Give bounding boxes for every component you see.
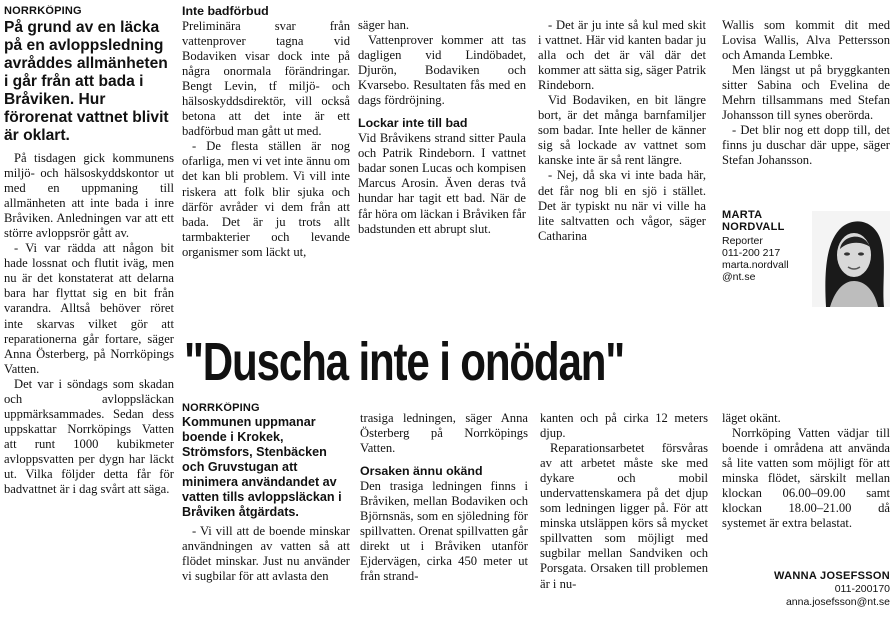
top-column-4 (538, 18, 706, 312)
main-headline: "Duscha inte i onödan" (184, 332, 625, 392)
top-column-5 (722, 18, 890, 206)
top-col2-subhead: Inte badförbud (182, 4, 269, 18)
bottom-column-3 (540, 411, 708, 622)
reporter-role: Reporter (722, 235, 763, 247)
signature-email: anna.josefsson@nt.se (785, 596, 890, 608)
bottom-column-4 (722, 411, 890, 566)
reporter-photo (812, 211, 890, 307)
bottom-kicker: NORRKÖPING (182, 402, 260, 414)
top-column-3 (358, 18, 526, 312)
top-col3-paragraph: säger han. (358, 18, 410, 32)
top-col4-paragraph: - Det är ju inte så kul med skit i vattnet. Här vid kanten badar ju alla och det är väl där det kommer att sätta sig, säger Patrik Rindeborn. (538, 18, 706, 93)
bottom-col3-paragraph: kanten och på cirka 12 meters djup. (540, 411, 708, 441)
top-lead: På grund av en läcka på en avloppsledning avråddes allmänheten i går från att bada i Bråviken. Hur förorenat vattnet blivit är oklart. (4, 19, 169, 144)
bottom-col1-paragraph: - Vi vill att de boende minskar användningen av vatten så att flödet minskar. Just nu använder vi sugbilar för att avlasta den (182, 524, 350, 584)
top-col1-paragraph: Det var i söndags som skadan och avloppsläckan uppmärksammades. Sedan dess uppskattar Norrköpings Vatten att runt 1000 kubikmeter avloppsvatten per dygn har läckt ut. Vilka följder detta får för badvattnet är i dag svårt att säga. (4, 376, 174, 497)
reporter-phone: 011-200 217 (722, 247, 781, 259)
top-column-2-body (182, 19, 350, 260)
top-col2-paragraph: - De flesta ställen är nog ofarliga, men vi vet inte ännu om det kan bli problem. Vi vill inte riskera att folk blir sjuka och därför avråder vi dem från att bada. Det är ju trots allt tarmbakterier och levande organismer som läckt ut, (182, 139, 350, 259)
top-column-2 (182, 4, 350, 312)
top-column-4-body (538, 18, 706, 244)
top-col2-paragraph: Preliminära svar från vattenprover tagna vid Bodaviken visar dock inte på några onormala förändringar. Bengt Levin, tf miljö- och hälsoskyddsdirektör, vill också betona att det inte är ett badförbud man gått ut med. (182, 19, 350, 139)
top-column-3-body (358, 18, 526, 108)
top-column-3-body-b (358, 131, 526, 236)
bottom-col2-paragraph: Den trasiga ledningen finns i Bråviken, mellan Bodaviken och Björnsnäs, som en sjöledning för spillvatten. Orenat spillvatten går direkt ut i Bråviken utanför Ejdervägen, cirka 450 meter ut från strand- (360, 479, 528, 584)
top-col5-paragraph: Men längst ut på bryggkanten sitter Sabina och Evelina de Mehrn tillsammans med Stefan Johansson till synes oberörda. (722, 63, 890, 123)
bottom-column-1-body (182, 524, 350, 584)
bottom-col3-paragraph: Reparationsarbetet försvåras av att arbetet måste ske med dykare och mobil undervattenskamera på det djup som ledningen ligger på. För att minska utsläppen körs så mycket spillvatten som möjligt med sugbilar mellan Sandviken och Porsgata. Orsaken till problemen är i nu- (540, 441, 708, 591)
reporter-email-domain: @nt.se (722, 271, 756, 283)
bottom-lead: Kommunen uppmanar boende i Krokek, Strömsfors, Stenbäcken och Gruvstugan att minimera användandet av vatten tills avloppsläckan i Bråviken åtgärdats. (182, 415, 342, 519)
top-column-1 (4, 5, 174, 621)
top-col1-paragraph: På tisdagen gick kommunens miljö- och hälsoskyddskontor ut med en uppmaning till allmänheten att inte bada i inre Bråviken. Anledningen var att ett större avloppsrör gått av. (4, 151, 174, 241)
top-col3-paragraph: Vattenprover kommer att tas dagligen vid Lindöbadet, Djurön, Bodaviken och Kvarsebo. Resultaten fås med en dags fördröjning. (358, 33, 526, 108)
bottom-signature (722, 570, 890, 609)
bottom-column-1 (182, 402, 350, 622)
top-col3-paragraph: Vid Bråvikens strand sitter Paula och Patrik Rindeborn. I vattnet badar sonen Lucas och kompisen Marcus Arosin. Även deras två hundar har tagit ett bad. När de får höra om läckan i Bråviken får badstunden ett abrupt slut. (358, 131, 526, 236)
bottom-column-3-body (540, 411, 708, 592)
bottom-col4-paragraph: läget okänt. (722, 411, 781, 425)
top-col4-paragraph: - Nej, då ska vi inte bada här, det får nog bli en sjö i stället. Det är typiskt nu när vi ville ha lite saltvatten och vågor, säger Catharina (538, 168, 706, 243)
top-col5-paragraph: Wallis som kommit dit med Lovisa Wallis, Alva Pettersson och Amanda Lembke. (722, 18, 890, 63)
bottom-col2-paragraph: trasiga ledningen, säger Anna Österberg på Norrköpings Vatten. (360, 411, 528, 456)
signature-name: WANNA JOSEFSSON (774, 570, 890, 582)
top-column-1-body (4, 151, 174, 497)
top-col1-paragraph: - Vi var rädda att någon bit hade lossnat och flutit iväg, men nu är det konstaterat att delarna bara har flyttat sig en bit från varandra. Alltså behöver röret inte skarvas vilket gör att reparationerna går fortare, säger Anna Österberg, på Norrköpings Vatten. (4, 241, 174, 376)
bottom-column-2-body-b (360, 479, 528, 584)
top-col4-paragraph: Vid Bodaviken, en bit längre bort, är det många barnfamiljer som badar. Inte heller de känner sig så lockade av vattnet som kanske inte är så rent längre. (538, 93, 706, 168)
bottom-col2-subhead: Orsaken ännu okänd (360, 464, 483, 479)
bottom-column-2-body (360, 411, 528, 456)
reporter-name-first: MARTA (722, 209, 763, 221)
signature-phone: 011-200170 (834, 583, 890, 595)
bottom-column-2 (360, 411, 528, 622)
bottom-column-4-body (722, 411, 890, 531)
top-col5-paragraph: - Det blir nog ett dopp till, det finns ju duschar där uppe, säger Stefan Johansson. (722, 123, 890, 168)
reporter-name-last: NORDVALL (722, 221, 785, 233)
reporter-email-user: marta.nordvall (722, 259, 789, 271)
top-column-5-body (722, 18, 890, 168)
top-col3-subhead: Lockar inte till bad (358, 116, 468, 131)
top-kicker: NORRKÖPING (4, 5, 82, 17)
bottom-col4-paragraph: Norrköping Vatten vädjar till boende i områdena att använda så lite vatten som möjligt för att minska flödet, särskilt mellan klockan 06.00–09.00 samt klockan 18.00–21.00 då systemet är extra belastat. (722, 426, 890, 531)
